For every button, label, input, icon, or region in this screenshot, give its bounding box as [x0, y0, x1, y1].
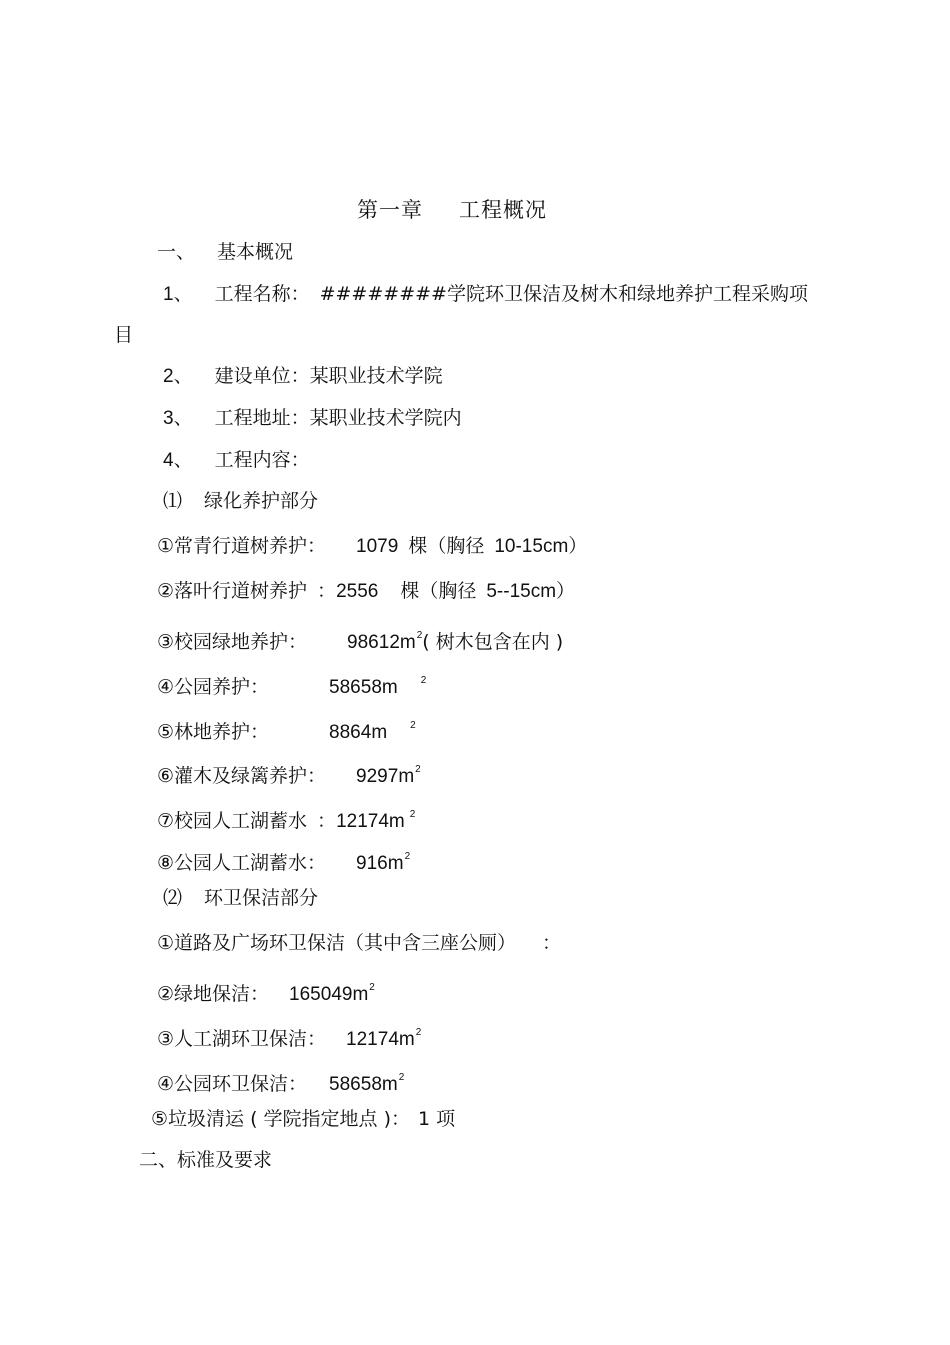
item-3-label: 工程地址：	[214, 407, 310, 429]
greening-item-value: 98612m	[347, 632, 416, 653]
sanitation-item-value: 1 项	[417, 1108, 456, 1130]
sanitation-number: ⑵	[163, 887, 183, 909]
item-project-name	[163, 282, 808, 307]
greening-item-sup: 2	[420, 675, 427, 686]
greening-item-value: 9297m	[356, 766, 415, 787]
sanitation-item-value: 12174m	[346, 1029, 415, 1050]
item-1-number: 1、	[163, 284, 193, 305]
greening-item-sup: 2	[410, 720, 416, 731]
sanitation-item-sep: ：	[542, 932, 562, 954]
section-1-heading	[157, 240, 293, 264]
greening-item-value: 8864m	[329, 722, 388, 743]
greening-item-sep: ：	[317, 810, 337, 832]
sanitation-item-sup: 2	[415, 1027, 422, 1038]
item-2-label: 建设单位：	[214, 365, 310, 387]
chapter-title: 工程概况	[459, 198, 547, 222]
item-1-label: 工程名称：	[214, 283, 310, 305]
greening-item-label: ⑦校园人工湖蓄水	[157, 810, 308, 832]
greening-item	[157, 669, 426, 700]
greening-item-sup: 2	[415, 764, 421, 775]
item-construction-unit	[163, 364, 443, 389]
chapter-label: 第一章	[357, 198, 423, 222]
greening-item-value: 1079	[356, 536, 399, 557]
greening-item	[157, 845, 410, 876]
sanitation-item	[157, 931, 561, 955]
item-project-name-wrap: 目	[114, 324, 134, 346]
sanitation-title: 环卫保洁部分	[204, 887, 319, 909]
sanitation-item-label: ①道路及广场环卫保洁（其中含三座公厕）	[157, 932, 517, 954]
greening-item-spec: 10-15cm）	[494, 536, 588, 557]
greening-item-value: 916m	[356, 853, 404, 874]
sanitation-item-label: ③人工湖环卫保洁：	[157, 1028, 327, 1050]
sanitation-item-value: 58658m	[329, 1074, 398, 1095]
item-project-address	[163, 406, 462, 431]
item-4-label: 工程内容：	[214, 449, 310, 471]
item-1-value: ########学院环卫保洁及树木和绿地养护工程采购项	[319, 283, 808, 305]
sanitation-item	[151, 1107, 455, 1131]
greening-item	[157, 579, 575, 604]
sanitation-item-value: 165049m	[289, 984, 369, 1005]
greening-item-sup: 2	[409, 809, 416, 820]
greening-item-value: 2556	[336, 581, 379, 602]
greening-item	[157, 714, 416, 745]
greening-item-label: ④公园养护：	[157, 676, 270, 698]
sanitation-item-sup: 2	[398, 1072, 405, 1083]
item-project-content	[163, 448, 310, 473]
greening-item-value: 12174m	[336, 811, 405, 832]
greening-item-label: ②落叶行道树养护	[157, 580, 308, 602]
greening-item-label: ③校园绿地养护：	[157, 631, 308, 653]
sanitation-item	[157, 1021, 421, 1052]
item-2-value: 某职业技术学院	[309, 365, 443, 387]
greening-item	[157, 803, 415, 834]
sanitation-item-label: ④公园环卫保洁：	[157, 1073, 308, 1095]
greening-item-label: ⑤林地养护：	[157, 721, 270, 743]
greening-item	[157, 624, 563, 655]
item-3-number: 3、	[163, 408, 193, 429]
greening-item	[157, 758, 421, 789]
greening-item-label: ⑧公园人工湖蓄水：	[157, 852, 327, 874]
greening-item-unit: 棵（胸径	[408, 535, 485, 557]
greening-item-label: ①常青行道树养护：	[157, 535, 327, 557]
sanitation-item-label: ②绿地保洁：	[157, 983, 270, 1005]
greening-heading	[163, 489, 318, 513]
greening-item-unit: 棵（胸径	[400, 580, 477, 602]
greening-item-note: ( 树木包含在内 )	[422, 631, 564, 653]
section-1-title: 基本概况	[217, 241, 294, 263]
greening-item-sep: ：	[317, 580, 337, 602]
greening-item-sup: 2	[416, 630, 423, 641]
greening-number: ⑴	[163, 490, 183, 512]
greening-item	[157, 534, 587, 559]
sanitation-item	[157, 1066, 404, 1097]
section-1-number: 一、	[157, 241, 196, 263]
item-4-number: 4、	[163, 450, 193, 471]
sanitation-item	[157, 976, 375, 1007]
greening-title: 绿化养护部分	[204, 490, 319, 512]
sanitation-item-label: ⑤垃圾清运 ( 学院指定地点 )：	[151, 1108, 410, 1130]
greening-item-spec: 5--15cm）	[486, 581, 576, 602]
item-2-number: 2、	[163, 366, 193, 387]
greening-item-value: 58658m	[329, 677, 398, 698]
greening-item-label: ⑥灌木及绿篱养护：	[157, 765, 327, 787]
sanitation-item-sup: 2	[369, 982, 375, 993]
item-3-value: 某职业技术学院内	[309, 407, 462, 429]
chapter-heading	[357, 198, 547, 222]
section-2-heading: 二、标准及要求	[139, 1149, 273, 1171]
greening-item-sup: 2	[404, 851, 411, 862]
sanitation-heading	[163, 886, 318, 910]
